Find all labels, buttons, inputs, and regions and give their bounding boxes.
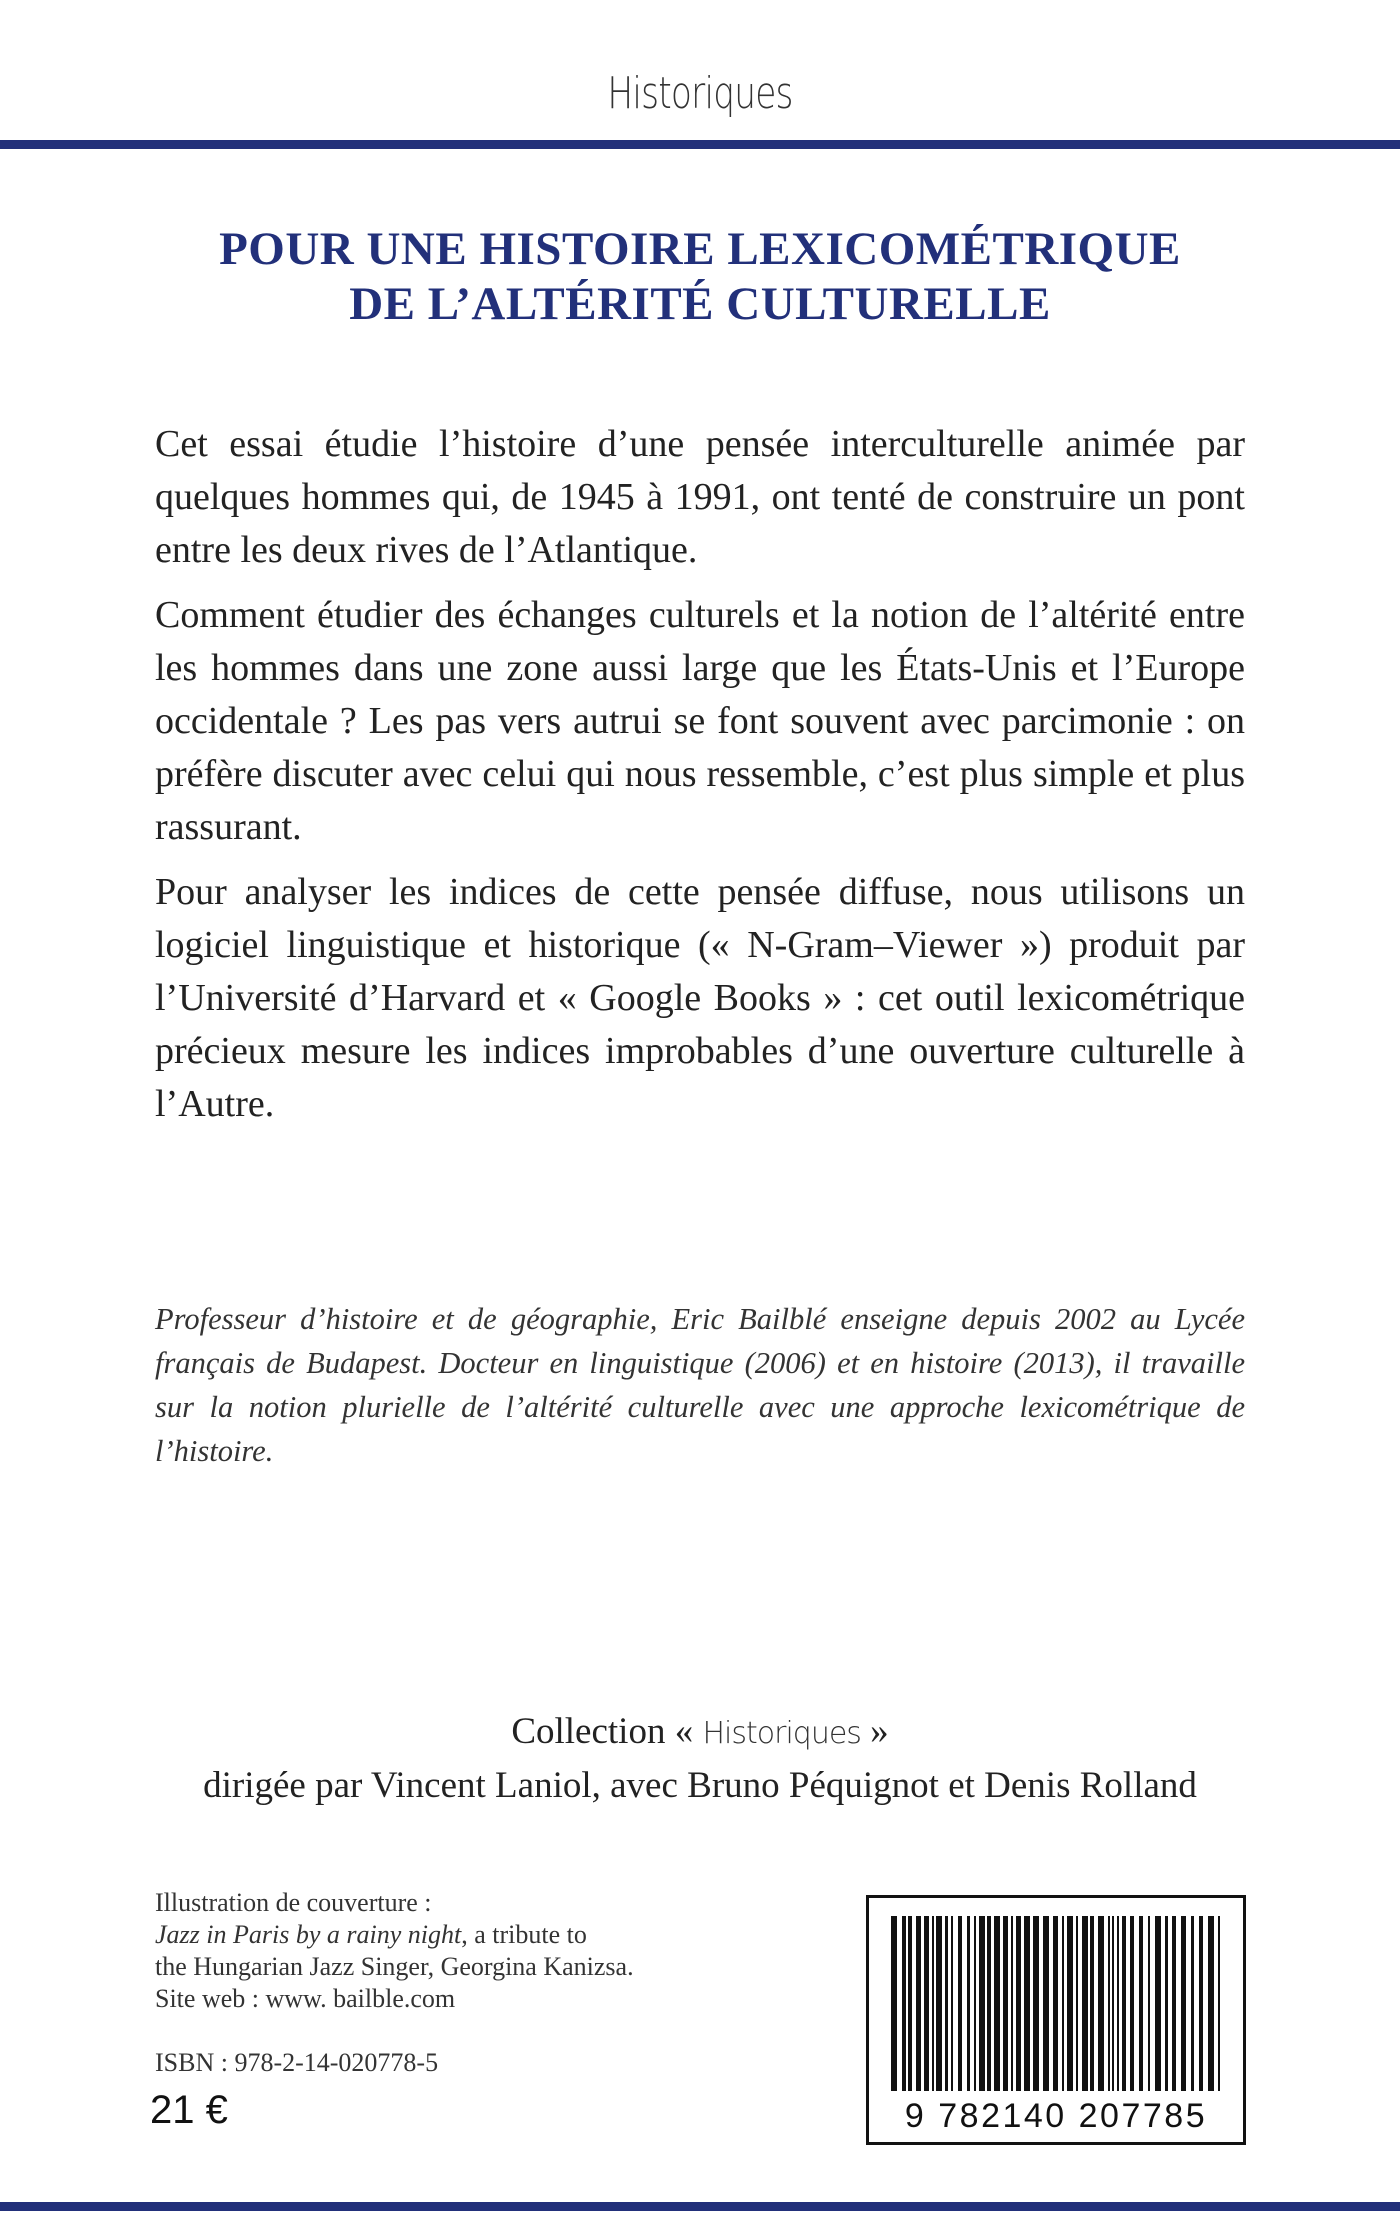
barcode-bar: [1148, 1916, 1150, 2091]
barcode-bar: [958, 1916, 962, 2091]
barcode-bar: [1108, 1916, 1110, 2091]
barcode-bar: [891, 1916, 897, 2091]
barcode-bar: [1043, 1916, 1049, 2091]
credits-line-1: Illustration de couverture :: [155, 1888, 432, 1917]
barcode-bar: [1033, 1916, 1039, 2091]
summary-paragraph-1: Cet essai étudie l’histoire d’une pensée interculturelle animée par quelques hommes qui, de 1945 à 1991, ont tenté de construire un pont entre les deux rives de l’Atlantique.: [155, 423, 1245, 571]
barcode-bar: [1053, 1916, 1058, 2091]
barcode-bar: [1024, 1916, 1030, 2091]
barcode-bar: [936, 1916, 942, 2091]
barcode-bar: [902, 1916, 906, 2091]
barcode-bar: [1067, 1916, 1073, 2091]
barcode-bar: [1218, 1916, 1220, 2091]
barcode-bar: [945, 1916, 948, 2091]
credits-line-2: [155, 1919, 775, 1951]
barcode-bar: [908, 1916, 912, 2091]
barcode-bar: [1062, 1916, 1064, 2091]
barcode-bar: [1181, 1916, 1186, 2091]
barcode-bar: [916, 1916, 921, 2091]
isbn: ISBN : 978-2-14-020778-5: [155, 2048, 439, 2077]
book-title-line-2: DE L’ALTÉRITÉ CULTURELLE: [349, 278, 1051, 330]
barcode-bar: [1011, 1916, 1013, 2091]
book-title: [0, 222, 1400, 332]
cover-credits: [155, 1887, 775, 2015]
barcode-bar: [1130, 1916, 1134, 2091]
barcode-bar: [1208, 1916, 1214, 2091]
summary: [155, 418, 1245, 1143]
barcode: [866, 1895, 1246, 2145]
barcode-bar: [1191, 1916, 1194, 2091]
barcode-bar: [1139, 1916, 1143, 2091]
barcode-bar: [1098, 1916, 1104, 2091]
collection-info: [0, 1706, 1400, 1812]
barcode-bar: [1003, 1916, 1008, 2091]
barcode-bar: [1016, 1916, 1021, 2091]
barcode-digits: 9 782140 207785: [904, 2097, 1208, 2135]
barcode-bar: [994, 1916, 1000, 2091]
author-bio-text: Professeur d’histoire et de géographie, Eric Bailblé enseigne depuis 2002 au Lycée français de Budapest. Docteur en linguistique (2006) et en histoire (2013), il travaille sur la notion plurielle de l’altérité culturelle avec une approche lexicométrique de l’histoire.: [155, 1302, 1245, 1468]
artwork-title: Jazz in Paris by a rainy night: [155, 1920, 462, 1949]
credits-line-2-rest: , a tribute to: [461, 1920, 587, 1949]
barcode-bar: [979, 1916, 985, 2091]
collection-suffix: »: [870, 1711, 889, 1752]
barcode-bar: [1090, 1916, 1094, 2091]
barcode-bar: [1165, 1916, 1168, 2091]
barcode-bar: [1076, 1916, 1078, 2091]
barcode-bar: [1117, 1916, 1119, 2091]
barcode-bar: [987, 1916, 991, 2091]
collection-directors: dirigée par Vincent Laniol, avec Bruno Péquignot et Denis Rolland: [203, 1765, 1197, 1806]
barcode-bar: [951, 1916, 953, 2091]
barcode-bar: [1112, 1916, 1114, 2091]
barcode-bar: [1122, 1916, 1126, 2091]
barcode-bar: [974, 1916, 976, 2091]
barcode-bar: [967, 1916, 970, 2091]
top-rule: [0, 140, 1400, 149]
ean13-barcode-icon: [887, 1916, 1227, 2091]
bottom-rule: [0, 2202, 1400, 2211]
price: 21 €: [150, 2088, 228, 2132]
barcode-bar: [932, 1916, 934, 2091]
credits-line-3: the Hungarian Jazz Singer, Georgina Kanizsa.: [155, 1952, 634, 1981]
summary-paragraph-3: Pour analyser les indices de cette pensée diffuse, nous utilisons un logiciel linguistique et historique (« N-Gram–Viewer ») produit par l’Université d’Harvard et « Google Books » : cet outil lexicométrique précieux mesure les indices improbables d’une ouverture culturelle à l’Autre.: [155, 871, 1245, 1125]
collection-line: [0, 1706, 1400, 1760]
series-logo-top: Historiques: [607, 68, 793, 119]
barcode-bar: [1199, 1916, 1203, 2091]
barcode-bar: [924, 1916, 929, 2091]
barcode-bar: [1155, 1916, 1161, 2091]
author-bio: [155, 1297, 1245, 1473]
book-title-line-1: POUR UNE HISTOIRE LEXICOMÉTRIQUE: [219, 223, 1181, 275]
credits-website: Site web : www. bailble.com: [155, 1984, 456, 2013]
barcode-bar: [1082, 1916, 1088, 2091]
collection-prefix: Collection «: [511, 1711, 694, 1752]
barcode-bar: [1172, 1916, 1176, 2091]
summary-paragraph-2: Comment étudier des échanges culturels et la notion de l’altérité entre les hommes dans une zone aussi large que les États-Unis et l’Europe occidentale ? Les pas vers autrui se font souvent avec parcimonie : on préfère discuter avec celui qui nous ressemble, c’est plus simple et plus rassurant.: [155, 594, 1245, 848]
collection-series-name: Historiques: [702, 1716, 861, 1751]
